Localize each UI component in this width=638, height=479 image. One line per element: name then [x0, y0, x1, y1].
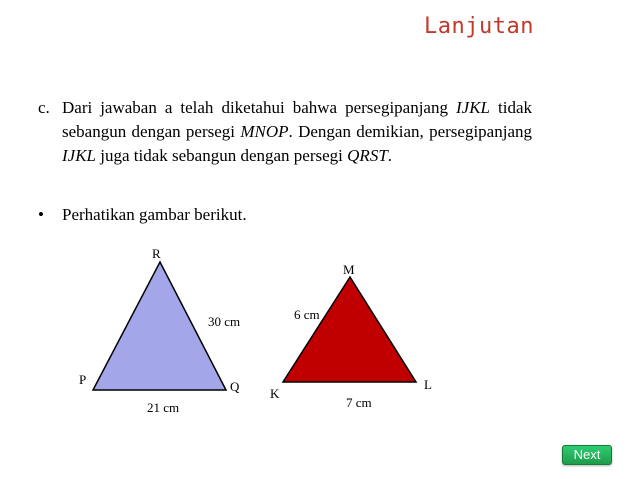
triangle-klm — [283, 277, 416, 382]
vertex-label-l: L — [424, 377, 432, 392]
paragraph-segment: MNOP — [240, 122, 289, 141]
vertex-label-p: P — [79, 372, 87, 387]
paragraph-segment: . — [387, 146, 393, 165]
vertex-label-k: K — [270, 386, 280, 401]
side-label-pq: 21 cm — [147, 400, 180, 415]
next-button[interactable]: Next — [562, 445, 612, 465]
paragraph-segment: tidak sebangun dengan persegi — [62, 98, 532, 141]
paragraph-segment: IJKL — [456, 98, 490, 117]
bullet-marker: • — [38, 205, 44, 224]
paragraph-segment: . Dengan demikian, persegipanjang — [288, 122, 532, 141]
side-label-km: 6 cm — [294, 307, 320, 322]
paragraph-label: c. — [38, 98, 50, 117]
paragraph-segment: QRST — [347, 146, 388, 165]
paragraph-segment: Dari jawaban a telah diketahui bahwa persegipanjang — [62, 98, 456, 117]
vertex-label-r: R — [152, 246, 161, 261]
triangle-pqr — [93, 262, 226, 390]
slide-title: Lanjutan — [424, 14, 534, 39]
bullet-text: Perhatikan gambar berikut. — [62, 205, 247, 224]
vertex-label-q: Q — [230, 379, 240, 394]
vertex-label-m: M — [343, 262, 355, 277]
side-label-qr: 30 cm — [208, 314, 241, 329]
paragraph-segment: IJKL — [62, 146, 96, 165]
side-label-kl: 7 cm — [346, 395, 372, 410]
paragraph-segment: juga tidak sebangun dengan persegi — [96, 146, 348, 165]
